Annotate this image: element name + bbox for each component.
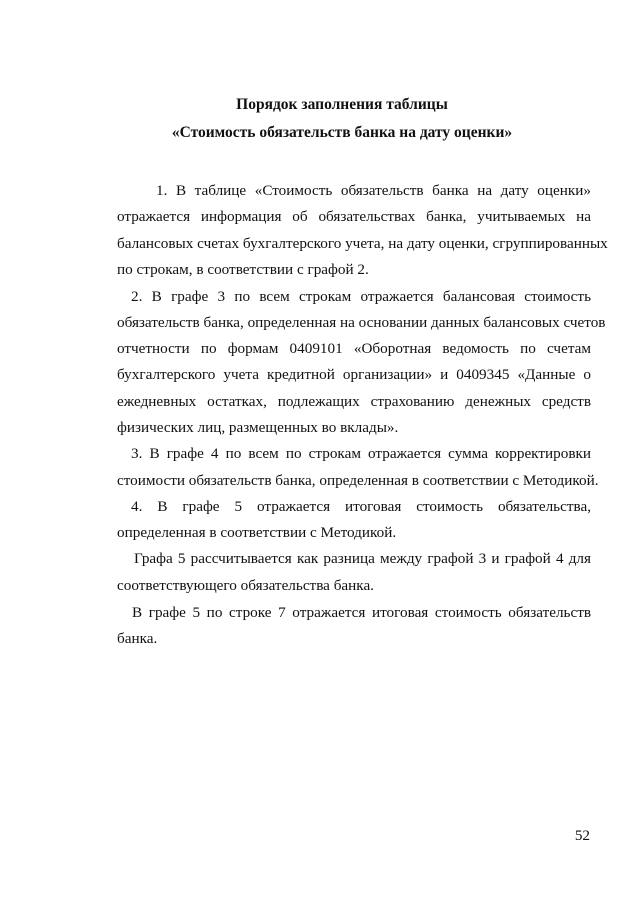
paragraph-6-line-2: банка. <box>117 630 158 647</box>
paragraph-2-line-1: 2. В графе 3 по всем строкам отражается балансовая стоимость <box>131 288 591 305</box>
paragraph-5-line-1: Графа 5 рассчитывается как разница между графой 3 и графой 4 для <box>134 550 591 567</box>
paragraph-1-line-1: 1. В таблице «Стоимость обязательств банка на дату оценки» <box>156 182 591 199</box>
document-subtitle: «Стоимость обязательств банка на дату оценки» <box>171 124 513 141</box>
paragraph-1-line-3: балансовых счетах бухгалтерского учета, на дату оценки, сгруппированных <box>117 235 608 252</box>
paragraph-1-line-2: отражается информация об обязательствах банка, учитываемых на <box>117 208 591 225</box>
paragraph-2-line-2: обязательств банка, определенная на основании данных балансовых счетов <box>117 314 606 331</box>
document-title: Порядок заполнения таблицы <box>236 96 448 113</box>
page-number: 52 <box>574 827 590 844</box>
paragraph-2-line-5: ежедневных остатках, подлежащих страхованию денежных средств <box>117 393 591 410</box>
paragraph-6-line-1: В графе 5 по строке 7 отражается итоговая стоимость обязательств <box>132 604 591 621</box>
paragraph-1-line-4: по строкам, в соответствии с графой 2. <box>117 261 369 278</box>
paragraph-2-line-4: бухгалтерского учета кредитной организации» и 0409345 «Данные о <box>117 366 591 383</box>
paragraph-3-line-1: 3. В графе 4 по всем по строкам отражается сумма корректировки <box>131 445 591 462</box>
paragraph-2-line-3: отчетности по формам 0409101 «Оборотная ведомость по счетам <box>117 340 591 357</box>
paragraph-5-line-2: соответствующего обязательства банка. <box>117 577 374 594</box>
paragraph-4-line-2: определенная в соответствии с Методикой. <box>117 524 397 541</box>
paragraph-4-line-1: 4. В графе 5 отражается итоговая стоимость обязательства, <box>131 498 591 515</box>
paragraph-2-line-6: физических лиц, размещенных во вклады». <box>117 419 399 436</box>
paragraph-3-line-2: стоимости обязательств банка, определенная в соответствии с Методикой. <box>117 472 599 489</box>
